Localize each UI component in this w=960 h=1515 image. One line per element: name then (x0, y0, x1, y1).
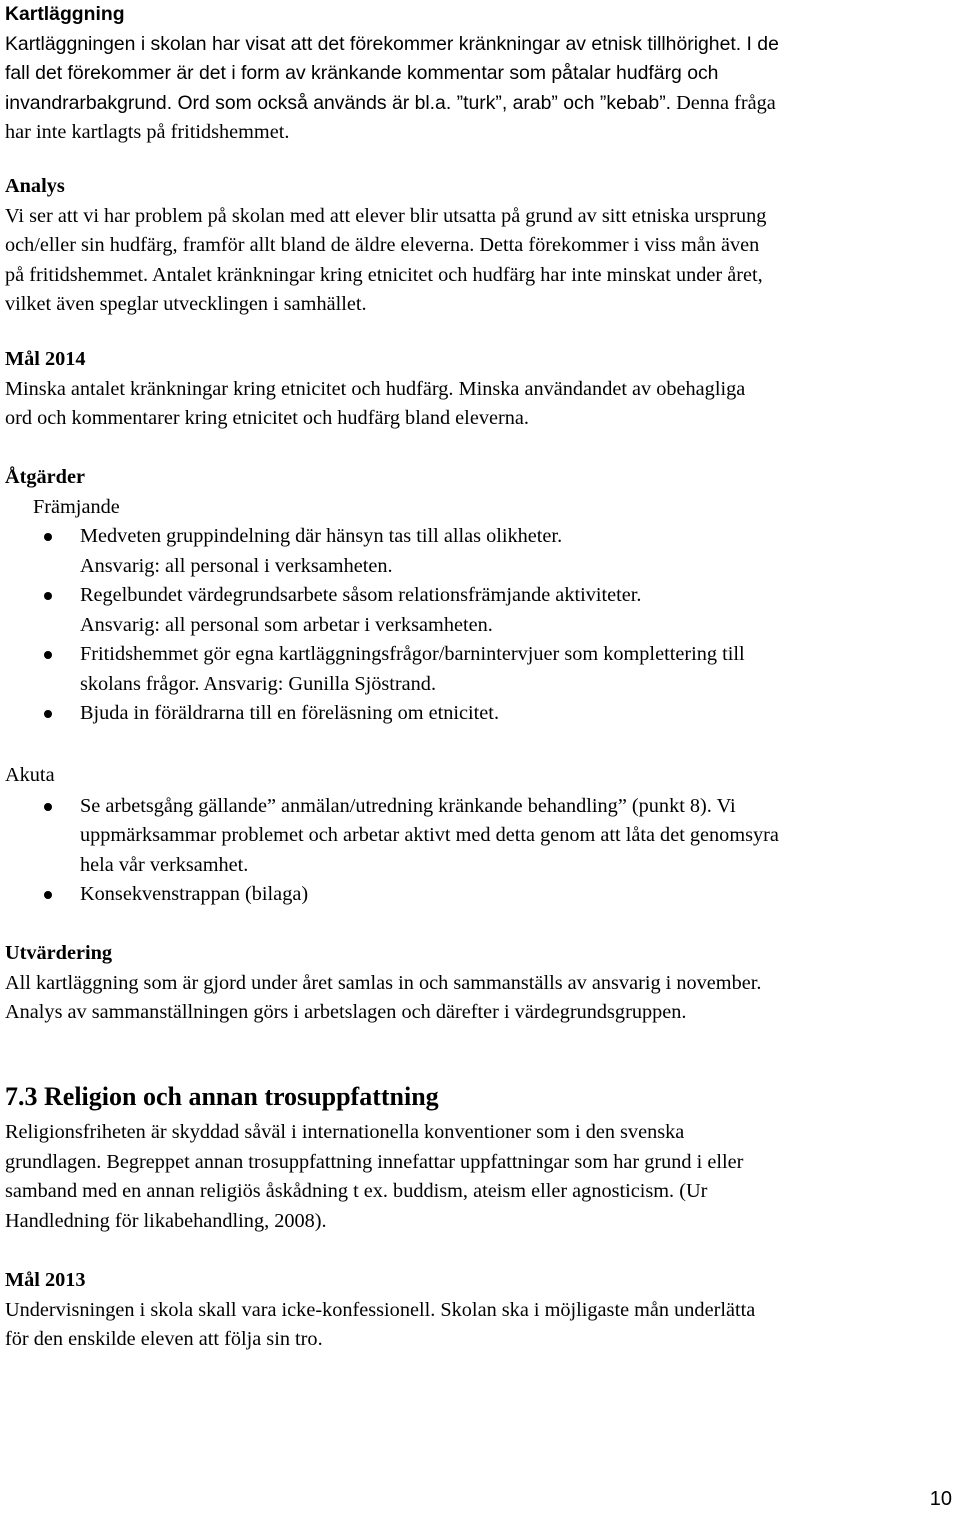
heading-mal-2013: Mål 2013 (5, 1269, 86, 1291)
list-item-text: skolans frågor. Ansvarig: Gunilla Sjöstrand. (80, 672, 437, 695)
heading-religion: 7.3 Religion och annan trosuppfattning (5, 1082, 439, 1111)
heading-akuta: Akuta (5, 764, 55, 786)
kartlaggning-line: invandrarbakgrund. Ord som också används är bl.a. ”turk”, arab” och ”kebab”. Denna fråga (5, 91, 776, 114)
list-item-text: uppmärksammar problemet och arbetar aktivt med detta genom att låta det genomsyra (80, 824, 779, 846)
utvardering-line: All kartläggning som är gjord under året samlas in och sammanställs av ansvarig i november. (5, 971, 762, 994)
section-mal-2014 (5, 345, 955, 434)
mal-2014-line: ord och kommentarer kring etnicitet och hudfärg bland eleverna. (5, 407, 529, 429)
religion-line: grundlagen. Begreppet annan trosuppfattning innefattar uppfattningar som har grund i eller (5, 1150, 744, 1173)
list-item (5, 880, 955, 910)
list-item-text: hela vår verksamhet. (80, 853, 249, 876)
list-item-text: Regelbundet värdegrundsarbete såsom relationsfrämjande aktiviteter. (80, 584, 642, 606)
bullet-icon (44, 592, 52, 600)
utvardering-line: Analys av sammanställningen görs i arbetslagen och därefter i värdegrundsgruppen. (5, 1001, 687, 1023)
list-item-text: Bjuda in föräldrarna till en föreläsning om etnicitet. (80, 702, 500, 724)
page-number: 10 (929, 1488, 952, 1510)
list-item-text: Medveten gruppindelning där hänsyn tas till allas olikheter. (80, 525, 563, 547)
section-akuta (5, 761, 955, 910)
list-item (5, 792, 955, 881)
analys-line: vilket även speglar utvecklingen i samhället. (5, 293, 367, 315)
list-item-text: Se arbetsgång gällande” anmälan/utredning kränkande behandling” (punkt 8). Vi (80, 794, 736, 817)
framjande-list (5, 522, 955, 729)
mal-2013-line: Undervisningen i skola skall vara icke-konfessionell. Skolan ska i möjligaste mån underlätta (5, 1298, 756, 1321)
section-mal-2013 (5, 1266, 955, 1355)
religion-line: Handledning för likabehandling, 2008). (5, 1209, 327, 1232)
section-atgarder (5, 463, 955, 729)
analys-line: och/eller sin hudfärg, framför allt bland de äldre eleverna. Detta förekommer i viss mån även (5, 234, 760, 256)
bullet-icon (44, 891, 52, 899)
bullet-icon (44, 533, 52, 541)
subheading-framjande: Främjande (33, 495, 120, 518)
list-item-text: Ansvarig: all personal som arbetar i verksamheten. (80, 613, 493, 636)
bullet-icon (44, 710, 52, 718)
kartlaggning-line: fall det förekommer är det i form av kränkande kommentar som påtalar hudfärg och (5, 62, 719, 84)
heading-kartlaggning: Kartläggning (5, 3, 125, 25)
religion-line: Religionsfriheten är skyddad såväl i internationella konventioner som i den svenska (5, 1121, 685, 1143)
list-item (5, 640, 955, 699)
section-analys (5, 172, 955, 320)
bullet-icon (44, 651, 52, 659)
kartlaggning-line: har inte kartlagts på fritidshemmet. (5, 121, 290, 143)
section-utvardering (5, 939, 955, 1028)
kartlaggning-line: Kartläggningen i skolan har visat att det förekommer kränkningar av etnisk tillhörighet. I de (5, 32, 779, 55)
list-item-text: Fritidshemmet gör egna kartläggningsfrågor/barnintervjuer som komplettering till (80, 643, 745, 665)
list-item-text: Konsekvenstrappan (bilaga) (80, 883, 309, 905)
list-item (5, 581, 955, 640)
heading-atgarder: Åtgärder (5, 466, 85, 488)
list-item-text: Ansvarig: all personal i verksamheten. (80, 554, 393, 577)
list-item (5, 522, 955, 581)
mal-2013-line: för den enskilde eleven att följa sin tro. (5, 1328, 323, 1350)
analys-line: Vi ser att vi har problem på skolan med att elever blir utsatta på grund av sitt etniska ursprung (5, 204, 767, 227)
religion-line: samband med en annan religiös åskådning t ex. buddism, ateism eller agnosticism. (Ur (5, 1180, 708, 1202)
section-religion (5, 1081, 955, 1236)
analys-line: på fritidshemmet. Antalet kränkningar kring etnicitet och hudfärg har inte minskat under året, (5, 263, 763, 286)
heading-mal-2014: Mål 2014 (5, 348, 86, 370)
bullet-icon (44, 803, 52, 811)
heading-analys: Analys (5, 175, 65, 197)
list-item (5, 699, 955, 729)
section-kartlaggning (5, 0, 955, 148)
heading-utvardering: Utvärdering (5, 942, 113, 964)
mal-2014-line: Minska antalet kränkningar kring etnicitet och hudfärg. Minska användandet av obehagliga (5, 377, 746, 400)
akuta-list (5, 792, 955, 910)
